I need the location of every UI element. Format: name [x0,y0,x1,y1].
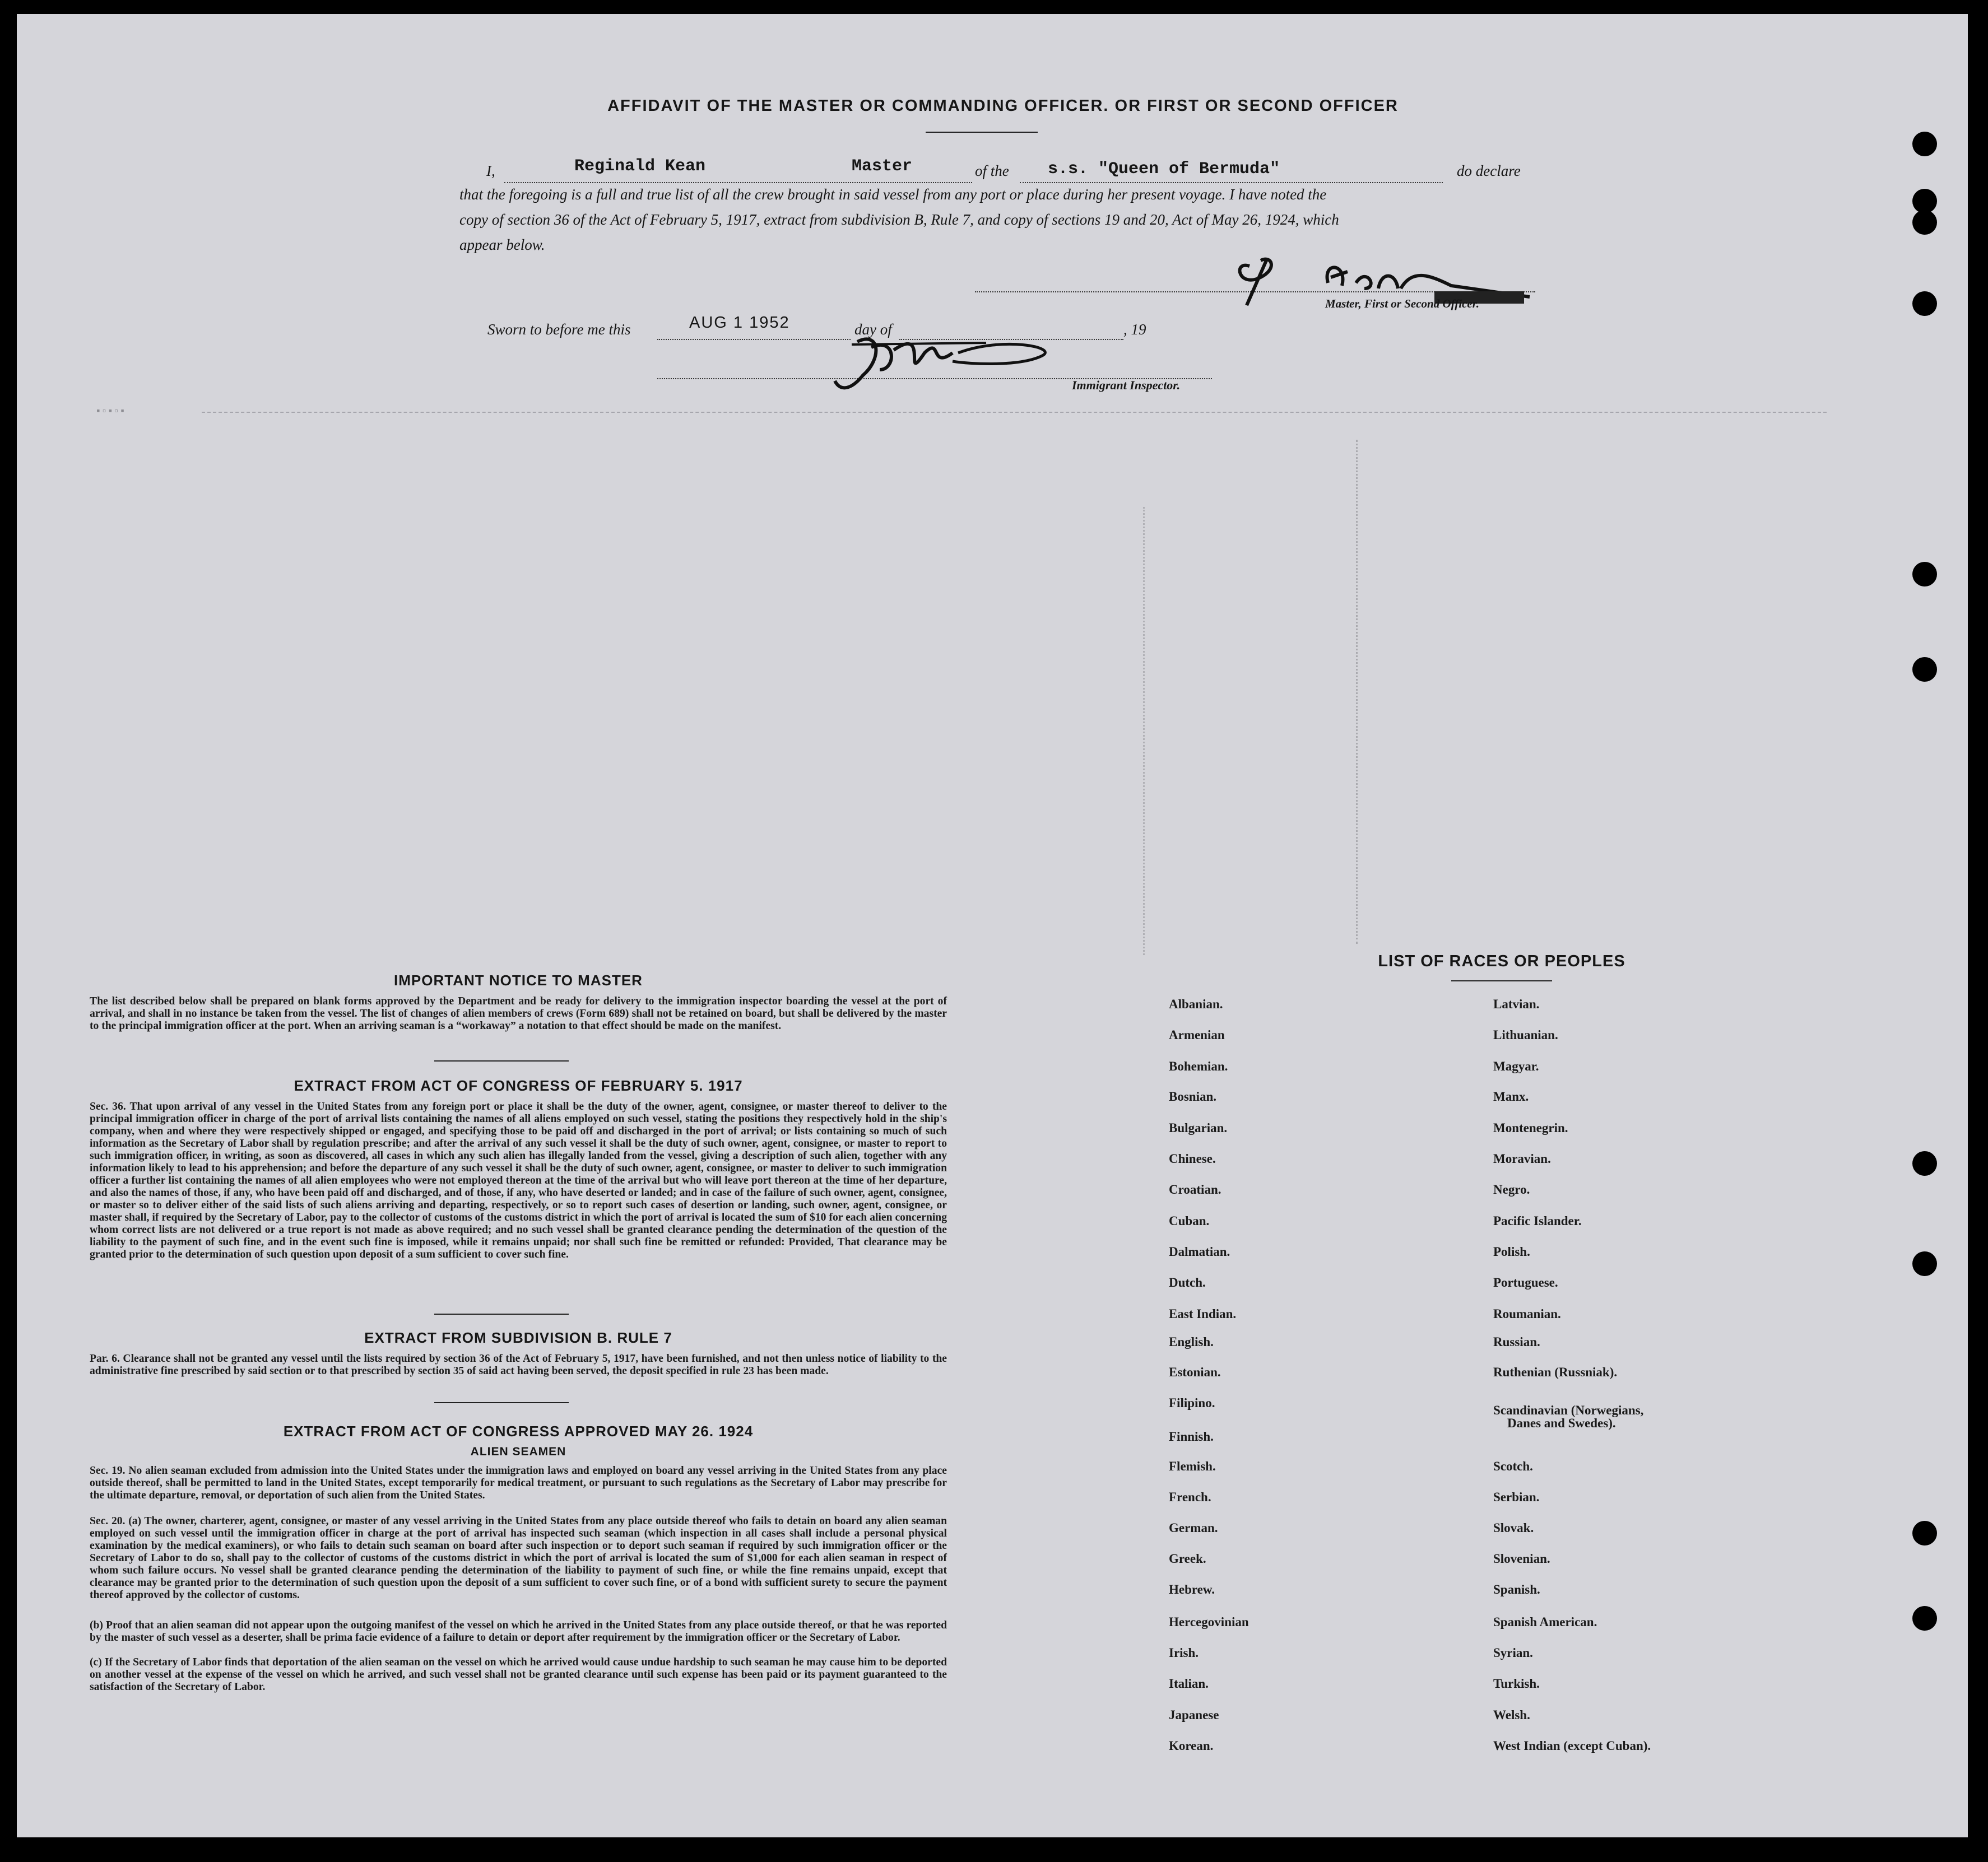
race-item: Ruthenian (Russniak). [1493,1365,1618,1379]
sec19-text: Sec. 19. No alien seaman excluded from admission into the United States under the immigration laws and employed on board any vessel arriving in the United States from any place outside thereof, shall be permitted to land in the United States, except temporarily for medical treatment, or pursuant to such regulations as the Secretary of Labor may prescribe for the ultimate departure, removal, or deportation of such alien from the United States. [90,1465,947,1501]
sec20b-text: (b) Proof that an alien seaman did not appear upon the outgoing manifest of the vessel on which he arrived in the United States from any place outside thereof, or that he was reported by the master of such vessel as a deserter, shall be prima facie evidence of a failure to detain or deport after requirement by the immigration officer or the Secretary of Labor. [90,1619,947,1644]
race-item: Spanish American. [1493,1615,1597,1629]
race-item: Croatian. [1169,1183,1221,1197]
i-label: I, [486,162,495,179]
binder-hole [1912,291,1937,316]
title-divider [926,132,1038,133]
binder-hole [1912,562,1937,586]
day-of-label: day of [854,321,892,338]
race-item: West Indian (except Cuban). [1493,1739,1651,1753]
race-item: Hercegovinian [1169,1615,1249,1629]
sworn-date-stamp: AUG 1 1952 [689,314,790,332]
extract-1924-heading: EXTRACT FROM ACT OF CONGRESS APPROVED MAY 26. 1924 [283,1423,754,1440]
affidavit-title: AFFIDAVIT OF THE MASTER OR COMMANDING OFFICER. OR FIRST OR SECOND OFFICER [607,97,1399,115]
inspector-caption: Immigrant Inspector. [1072,378,1181,392]
race-item: Syrian. [1493,1646,1533,1660]
declaration-line-3: appear below. [459,236,545,253]
race-item: East Indian. [1169,1307,1237,1321]
race-item: Dalmatian. [1169,1245,1230,1259]
binder-hole [1912,210,1937,235]
race-item: Italian. [1169,1677,1209,1691]
race-item: Danes and Swedes). [1507,1416,1616,1430]
race-item: Turkish. [1493,1677,1540,1691]
notice-text: The list described below shall be prepared on blank forms approved by the Department and be ready for delivery to the immigration inspector boarding the vessel at the port of arrival, and shall in no instance be taken from the vessel. The list of changes of alien members of crews (Form 689) shall not be retained on board, but shall be delivered by the master to the principal immigration officer at the port. When an arriving seaman is a “workaway” a notation to that effect should be made on the manifest. [90,995,947,1032]
race-item: Slovenian. [1493,1552,1550,1566]
do-declare-label: do declare [1457,162,1521,179]
race-item: Montenegrin. [1493,1121,1568,1135]
declaration-line-1: that the foregoing is a full and true list of all the crew brought in said vessel from any port or place during her present voyage. I have noted the [459,186,1327,203]
master-rank: Master [852,157,913,176]
race-item: Polish. [1493,1245,1530,1259]
bleed-through-mark [202,412,1827,413]
sec20a-text: Sec. 20. (a) The owner, charterer, agent, consignee, or master of any vessel arriving in the United States from any place outside thereof who fails to detain on board any alien seaman employed on such vessel until the immigration officer in charge at the port of arrival has inspected such seaman (which inspection in all cases shall include a personal physical examination by the medical examiners), or who fails to detain such seaman on board after such inspection or to deport such seaman if required by such immigration officer or the Secretary of Labor to do so, shall pay to the collector of customs of the customs district in which the port of arrival is located the sum of $1,000 for each alien seaman in respect of whom such failure occurs. No vessel shall be granted clearance pending the determination of the liability to payment of such fine, or while the fine remains unpaid, except that clearance may be granted prior to the determination of such question upon the deposit of a sum sufficient to cover such fine, or of a bond with sufficient surety to secure the payment thereof approved by the collector of customs. [90,1515,947,1601]
race-item: English. [1169,1335,1214,1349]
extract-1917-heading: EXTRACT FROM ACT OF CONGRESS OF FEBRUARY 5. 1917 [294,1077,743,1094]
bleed-through-mark [1356,440,1380,944]
binder-hole [1912,1606,1937,1631]
race-item: Flemish. [1169,1459,1216,1473]
master-caption: Master, First or Second Officer. [1325,297,1479,310]
section-divider [434,1402,569,1403]
race-item: French. [1169,1490,1211,1504]
section-divider [434,1314,569,1315]
race-item: Latvian. [1493,997,1540,1011]
race-item: Manx. [1493,1090,1529,1104]
race-item: Scandinavian (Norwegians, [1493,1403,1644,1417]
binder-hole [1912,1251,1937,1276]
sworn-label: Sworn to before me this [487,321,631,338]
binder-hole [1912,657,1937,682]
vessel-name: s.s. "Queen of Bermuda" [1048,160,1280,179]
race-item: Bohemian. [1169,1059,1228,1073]
race-item: Slovak. [1493,1521,1534,1535]
binder-hole [1912,132,1937,156]
race-item: Scotch. [1493,1459,1533,1473]
race-item: Welsh. [1493,1708,1530,1722]
binder-hole [1912,1521,1937,1546]
bleed-through-mark: ▪▫▪▫▪ [95,406,126,417]
race-item: Bosnian. [1169,1090,1217,1104]
bleed-through-mark [1143,507,1156,955]
sec20c-text: (c) If the Secretary of Labor finds that deportation of the alien seaman on the vessel on which he arrived would cause undue hardship to such seaman he may cause him to be deported on another vessel at the expense of the vessel on which he arrived, and such vessel shall not be granted clearance until such expense has been paid or its payment guaranteed to the satisfaction of the Secretary of Labor. [90,1656,947,1693]
declaration-line-2: copy of section 36 of the Act of February 5, 1917, extract from subdivision B, Rule 7, and copy of sections 19 and 20, Act of May 26, 1924, which [459,211,1339,228]
race-item: Magyar. [1493,1059,1539,1073]
master-name: Reginald Kean [574,157,706,176]
race-item: Hebrew. [1169,1582,1215,1596]
race-item: Estonian. [1169,1365,1221,1379]
notice-heading: IMPORTANT NOTICE TO MASTER [394,972,643,989]
races-heading: LIST OF RACES OR PEOPLES [1378,952,1625,970]
race-item: Japanese [1169,1708,1219,1722]
race-item: Portuguese. [1493,1276,1558,1290]
year-label: , 19 [1123,321,1146,338]
race-item: Spanish. [1493,1582,1540,1596]
alien-seamen-subheading: ALIEN SEAMEN [470,1445,566,1458]
race-item: Greek. [1169,1552,1206,1566]
section-divider [434,1060,569,1062]
binder-hole [1912,1151,1937,1176]
race-item: Russian. [1493,1335,1540,1349]
extract-1917-text: Sec. 36. That upon arrival of any vessel in the United States from any foreign port or place it shall be the duty of the owner, agent, consignee, or master thereof to deliver to the principal immigration officer in charge of the port of arrival lists containing the names of all aliens employed on such vessel, stating the positions they respectively hold in the ship's company, when and where they were respectively shipped or engaged, and specifying those to be paid off and discharged in the port of arrival; or lists containing so much of such information as the Secretary of Labor shall by regulation prescribe; and after the arrival of any such vessel it shall be the duty of such owner, agent, consignee, or master to report to such immigration officer, in writing, as soon as discovered, all cases in which any such alien has illegally landed from the vessel, giving a description of such alien, together with any information likely to lead to his apprehension; and before the departure of any such vessel it shall be the duty of such owner, agent, consignee, or master to deliver to such immigration officer a further list containing the names of all alien employees who were not employed thereon at the time of the arrival but who will leave port thereon at the time of her departure, and also the names of those, if any, who have been paid off and discharged, and of those, if any, who have deserted or landed; and in case of the failure of such owner, agent, consignee, or master so to deliver either of the said lists of such aliens arriving and departing, respectively, or so to report such cases of desertion or landing, such owner, agent, consignee, or master shall, if required by the Secretary of Labor, pay to the collector of customs of the customs district in which the port of arrival is located the sum of $10 for each alien concerning whom correct lists are not delivered or a true report is not made as above required; and no such vessel shall be granted clearance pending the determination of the question of the liability to the payment of such fine, and in the event such fine is imposed, while it remains unpaid; nor shall such fine be remitted or refunded: Provided, That clearance may be granted prior to the determination of such question upon deposit of a sum sufficient to cover such fine. [90,1101,947,1260]
of-the-label: of the [975,162,1009,179]
inspector-signature [818,319,1065,403]
race-item: Albanian. [1169,997,1223,1011]
rule7-text: Par. 6. Clearance shall not be granted any vessel until the lists required by section 36 of the Act of February 5, 1917, have been furnished, and not then unless notice of liability to the administrative fine prescribed by said section or to that prescribed by section 35 of said act having been served, the deposit specified in rule 23 has been made. [90,1353,947,1377]
race-item: Chinese. [1169,1152,1216,1166]
race-item: Korean. [1169,1739,1214,1753]
race-item: Moravian. [1493,1152,1551,1166]
race-item: Dutch. [1169,1276,1206,1290]
race-item: Roumanian. [1493,1307,1561,1321]
race-item: German. [1169,1521,1218,1535]
race-item: Lithuanian. [1493,1028,1558,1042]
race-item: Bulgarian. [1169,1121,1228,1135]
race-item: Pacific Islander. [1493,1214,1582,1228]
document-page [17,14,1968,1837]
race-item: Armenian [1169,1028,1225,1042]
race-item: Negro. [1493,1183,1530,1197]
race-item: Cuban. [1169,1214,1210,1228]
rule7-heading: EXTRACT FROM SUBDIVISION B. RULE 7 [364,1329,672,1346]
race-item: Finnish. [1169,1430,1214,1444]
race-item: Irish. [1169,1646,1199,1660]
race-item: Serbian. [1493,1490,1540,1504]
races-divider [1451,980,1552,981]
race-item: Filipino. [1169,1396,1215,1410]
